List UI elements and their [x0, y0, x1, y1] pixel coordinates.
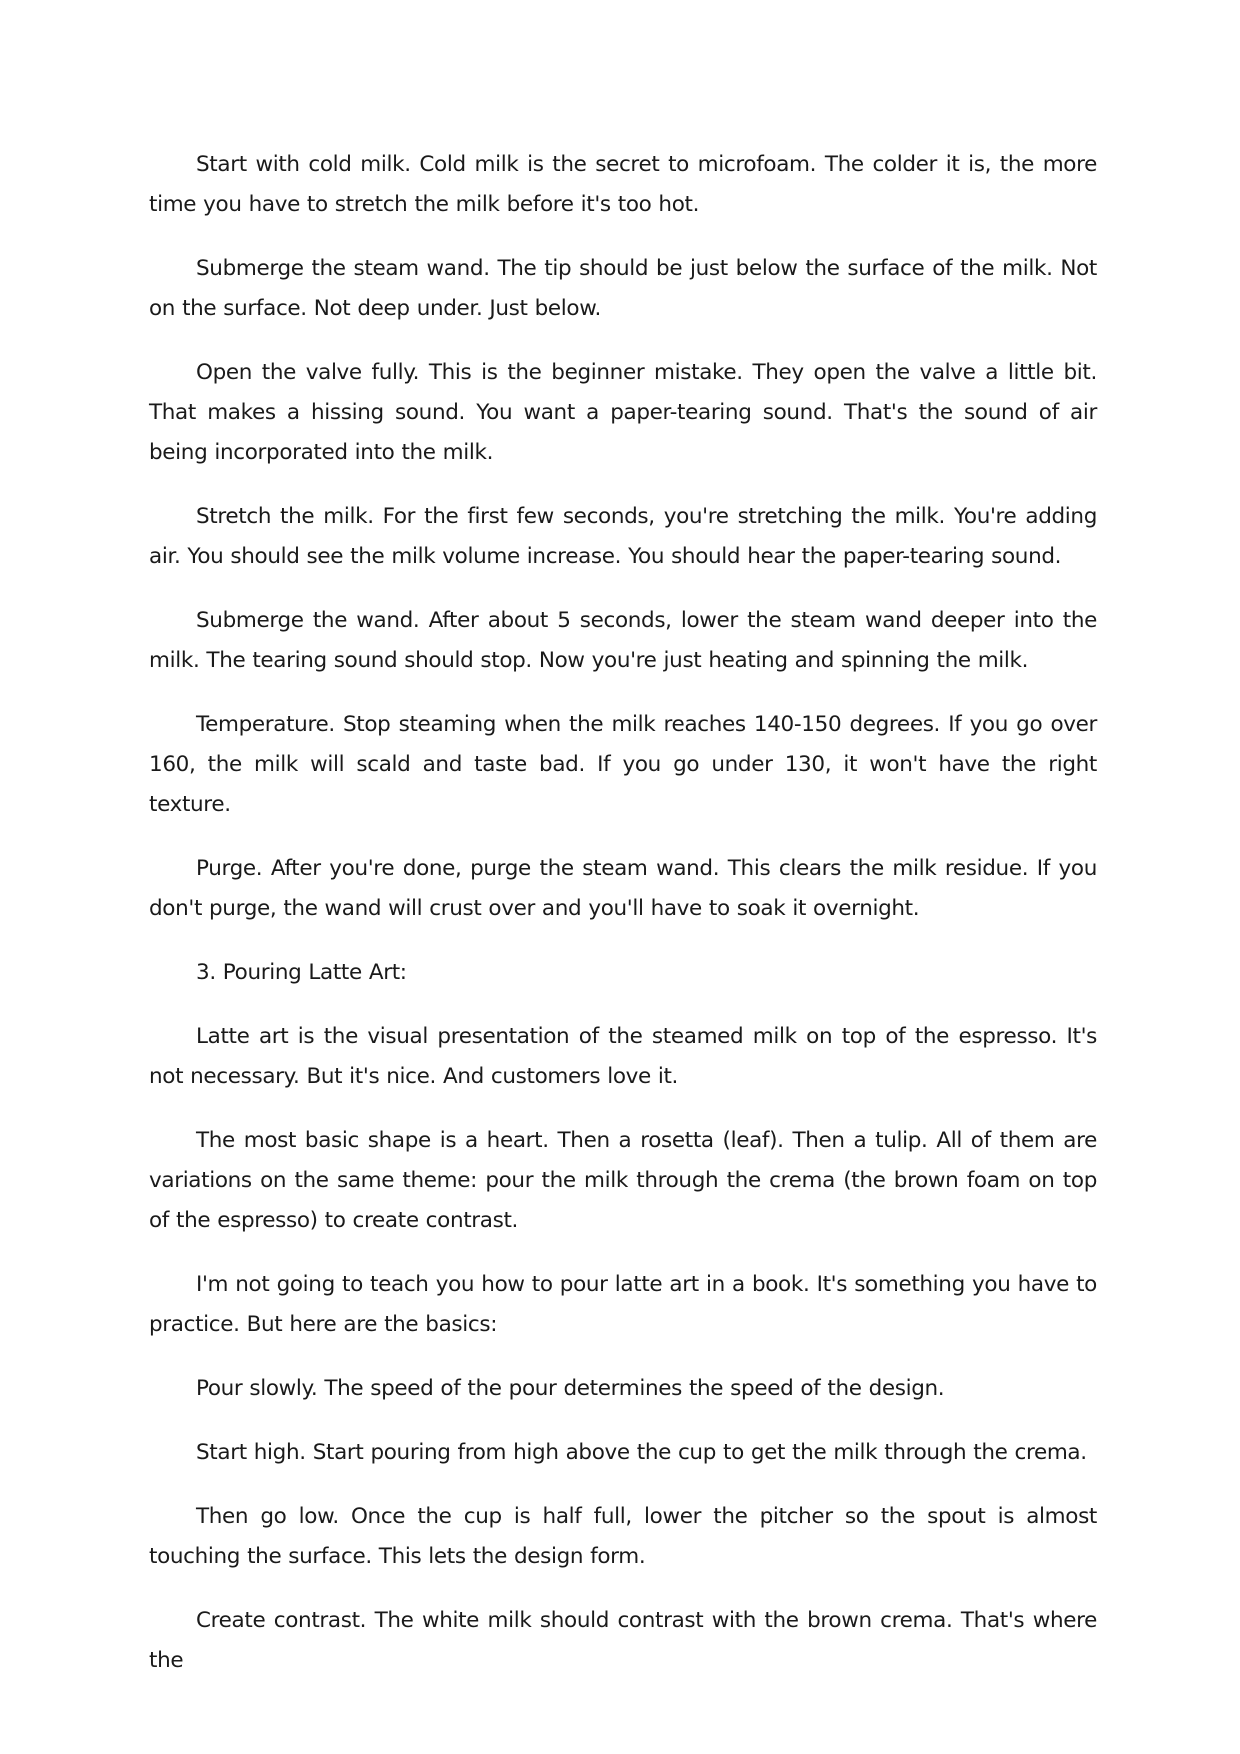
paragraph-purge: Purge. After you're done, purge the steam wand. This clears the milk residue. If you don't purge, the wand will crust over and you'll have to soak it overnight.: [149, 856, 1097, 921]
page-body: [149, 145, 1097, 1681]
paragraph-basic-shapes: The most basic shape is a heart. Then a rosetta (leaf). Then a tulip. All of them are variations on the same theme: pour the milk through the crema (the brown foam on top of the espresso) to create contrast.: [149, 1128, 1097, 1233]
paragraph-cold-milk: Start with cold milk. Cold milk is the secret to microfoam. The colder it is, the more time you have to stretch the milk before it's too hot.: [149, 152, 1097, 217]
paragraph-open-valve: Open the valve fully. This is the beginner mistake. They open the valve a little bit. That makes a hissing sound. You want a paper-tearing sound. That's the sound of air being incorporated into the milk.: [149, 360, 1097, 465]
paragraph-temperature: Temperature. Stop steaming when the milk reaches 140-150 degrees. If you go over 160, the milk will scald and taste bad. If you go under 130, it won't have the right texture.: [149, 712, 1097, 817]
paragraph-latte-art-intro: Latte art is the visual presentation of the steamed milk on top of the espresso. It's not necessary. But it's nice. And customers love it.: [149, 1024, 1097, 1089]
paragraph-practice: I'm not going to teach you how to pour latte art in a book. It's something you have to practice. But here are the basics:: [149, 1272, 1097, 1337]
paragraph-create-contrast: Create contrast. The white milk should contrast with the brown crema. That's where the: [149, 1608, 1097, 1673]
section-heading-latte-art: 3. Pouring Latte Art:: [196, 960, 407, 985]
paragraph-pour-slowly: Pour slowly. The speed of the pour determines the speed of the design.: [196, 1376, 945, 1401]
paragraph-submerge-wand: Submerge the wand. After about 5 seconds, lower the steam wand deeper into the milk. The tearing sound should stop. Now you're just heating and spinning the milk.: [149, 608, 1097, 673]
paragraph-start-high: Start high. Start pouring from high above the cup to get the milk through the crema.: [196, 1440, 1087, 1465]
paragraph-submerge-steam-wand: Submerge the steam wand. The tip should be just below the surface of the milk. Not on the surface. Not deep under. Just below.: [149, 256, 1097, 321]
paragraph-go-low: Then go low. Once the cup is half full, lower the pitcher so the spout is almost touching the surface. This lets the design form.: [149, 1504, 1097, 1569]
paragraph-stretch-milk: Stretch the milk. For the first few seconds, you're stretching the milk. You're adding air. You should see the milk volume increase. You should hear the paper-tearing sound.: [149, 504, 1097, 569]
